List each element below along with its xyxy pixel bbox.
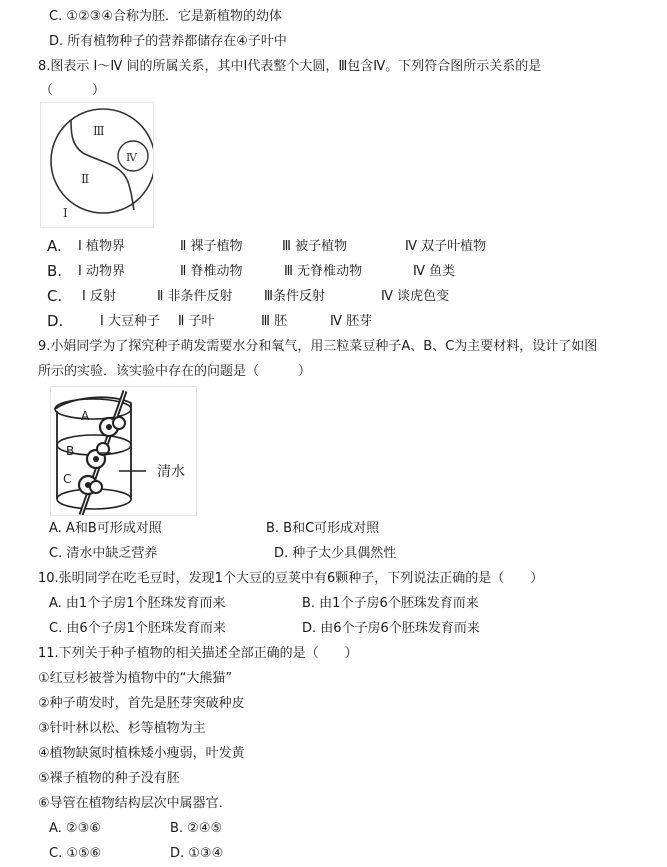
seed-c-label: C — [63, 472, 72, 486]
q10-option-b: B. 由1个子房6个胚珠发育而来 — [302, 596, 479, 611]
q10-stem: 10.张明同学在吃毛豆时，发现1个大豆的豆荚中有6颗种子，下列说法正确的是（ ） — [38, 571, 544, 586]
q8-option-d-letter: D. — [47, 312, 64, 330]
region-iv-label: Ⅳ — [126, 151, 137, 164]
q8-option-d-item-4: Ⅳ 胚芽 — [330, 314, 373, 329]
q11-option-c: C. ①⑤⑥ — [49, 846, 102, 861]
water-label: 清水 — [157, 464, 185, 480]
q9-stem-line1: 9.小娟同学为了探究种子萌发需要水分和氧气，用三粒菜豆种子A、B、C为主要材料，设计了如图 — [38, 339, 598, 354]
q11-option-a: A. ②③⑥ — [49, 821, 101, 836]
q11-stem: 11.下列关于种子植物的相关描述全部正确的是（ ） — [38, 646, 358, 661]
q8-venn-diagram — [40, 102, 154, 228]
q10-option-a: A. 由1个子房1个胚珠发育而来 — [49, 596, 226, 611]
q10-option-d: D. 由6个子房6个胚珠发育而来 — [302, 621, 480, 636]
q7-option-c: C. ①②③④合称为胚．它是新植物的幼体 — [49, 9, 282, 24]
q9-option-b: B. B和C可形成对照 — [266, 521, 380, 536]
q8-option-c-item-4: Ⅳ 谈虎色变 — [381, 289, 450, 304]
beaker-experiment-diagram — [51, 387, 196, 515]
q8-option-c-item-2: Ⅱ 非条件反射 — [157, 289, 233, 304]
q11-statement-3: ③针叶林以松、杉等植物为主 — [38, 721, 206, 736]
region-i-label: Ⅰ — [63, 206, 68, 220]
q11-statement-1: ①红豆杉被誉为植物中的“大熊猫” — [38, 671, 233, 686]
q9-option-c: C. 清水中缺乏营养 — [49, 546, 158, 561]
q8-option-a-item-1: Ⅰ 植物界 — [78, 239, 125, 254]
q9-beaker-figure — [50, 386, 197, 516]
q8-option-a-letter: A. — [47, 237, 62, 255]
q8-option-a-item-4: Ⅳ 双子叶植物 — [405, 239, 487, 254]
q9-option-d: D. 种子太少具偶然性 — [274, 546, 397, 561]
q11-option-d: D. ①③④ — [170, 846, 224, 861]
q9-option-a: A. A和B可形成对照 — [49, 521, 162, 536]
q11-option-b: B. ②④⑤ — [170, 821, 223, 836]
q8-option-c-item-1: Ⅰ 反射 — [82, 289, 116, 304]
seed-b-label: B — [66, 444, 75, 458]
q8-option-c-letter: C. — [47, 287, 63, 305]
region-ii-label: Ⅱ — [81, 172, 90, 186]
q9-stem-line2: 所示的实验．该实验中存在的问题是（ ） — [38, 364, 312, 379]
q8-option-b-item-4: Ⅳ 鱼类 — [413, 264, 456, 279]
q8-option-b-item-3: Ⅲ 无脊椎动物 — [284, 264, 363, 279]
q8-option-b-item-2: Ⅱ 脊椎动物 — [180, 264, 243, 279]
q7-option-d: D. 所有植物种子的营养都储存在④子叶中 — [49, 34, 287, 49]
q8-option-d-item-2: Ⅱ 子叶 — [178, 314, 215, 329]
region-iii-label: Ⅲ — [93, 124, 105, 138]
q8-option-b-item-1: Ⅰ 动物界 — [78, 264, 125, 279]
q11-statement-2: ②种子萌发时，首先是胚芽突破种皮 — [38, 696, 245, 711]
q11-statement-4: ④植物缺氮时植株矮小瘦弱，叶发黄 — [38, 746, 245, 761]
q8-option-d-item-1: Ⅰ 大豆种子 — [100, 314, 160, 329]
q8-stem: 8.图表示 Ⅰ～Ⅳ 间的所属关系，其中Ⅰ代表整个大圆，Ⅲ包含Ⅳ。下列符合图所示关系的是 — [38, 59, 542, 74]
q8-option-a-item-3: Ⅲ 被子植物 — [282, 239, 348, 254]
q8-answer-blank: （ ） — [40, 83, 106, 98]
q8-option-b-letter: B. — [47, 262, 63, 280]
q8-option-a-item-2: Ⅱ 裸子植物 — [180, 239, 243, 254]
q8-option-d-item-3: Ⅲ 胚 — [261, 314, 288, 329]
q10-option-c: C. 由6个子房1个胚珠发育而来 — [49, 621, 226, 636]
nested-circle-diagram — [41, 103, 153, 227]
q8-option-c-item-3: Ⅲ条件反射 — [264, 289, 325, 304]
q11-statement-6: ⑥导管在植物结构层次中属器官． — [38, 796, 232, 811]
seed-a-label: A — [81, 409, 90, 423]
q11-statement-5: ⑤裸子植物的种子没有胚 — [38, 771, 180, 786]
